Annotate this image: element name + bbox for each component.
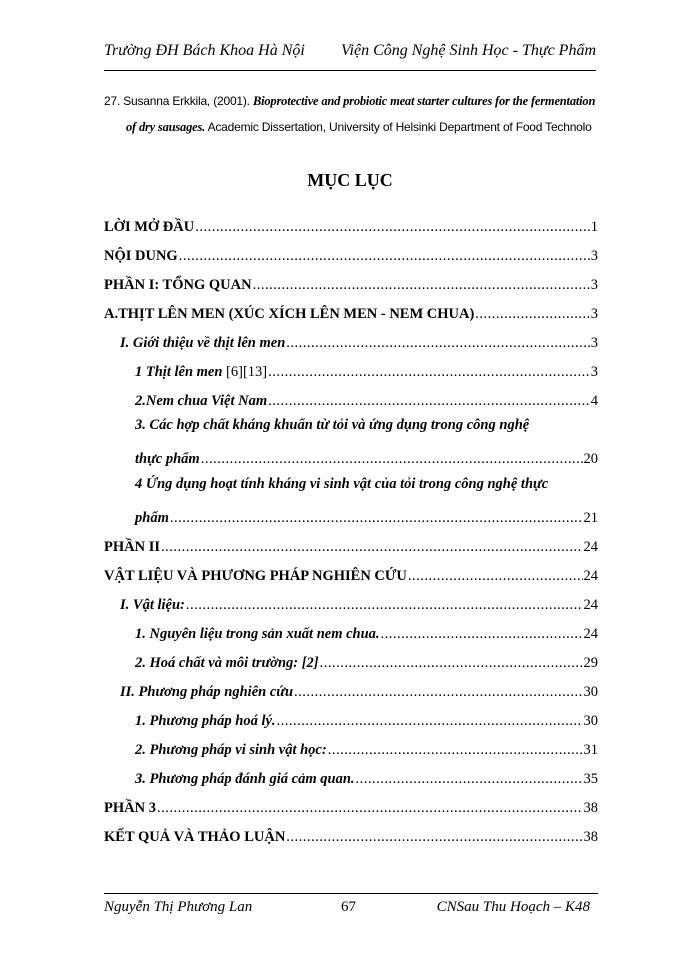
toc-entry[interactable] (104, 294, 598, 323)
toc-entry[interactable] (104, 527, 598, 556)
toc-entry-page: 30 (583, 713, 598, 729)
toc-entry-text: VẬT LIỆU VÀ PHƯƠNG PHÁP NGHIÊN CỨU (104, 568, 407, 584)
toc-entry-title: 1 Thịt lên men (135, 364, 223, 380)
toc-title: MỤC LỤC (307, 170, 393, 190)
toc-entry-text: I. Vật liệu: (120, 597, 185, 613)
reference-title: Bioprotective and probiotic meat starter cultures for the fermentation of dry sausages. (126, 94, 596, 134)
toc-entry[interactable] (104, 265, 598, 294)
toc-entry[interactable] (135, 701, 598, 730)
footer-course: CNSau Thu Hoạch – K48 (436, 899, 590, 915)
toc-entry[interactable] (135, 759, 598, 788)
toc-entry-page: 30 (583, 684, 598, 700)
toc-entry-page: 3 (590, 277, 598, 293)
reference-suffix: Academic Dissertation, University of Helsinki Department of Food Technolo (207, 120, 592, 134)
toc-entry[interactable] (135, 439, 598, 468)
toc-entry-text: 2. Hoá chất và môi trường: [2] (135, 655, 319, 671)
toc-entry-page: 24 (583, 597, 598, 613)
header-institute: Viện Công Nghệ Sinh Học - Thực Phẩm (340, 42, 596, 59)
toc-entry[interactable] (104, 236, 598, 265)
toc-entry-page: 1 (590, 219, 598, 235)
toc-entry[interactable] (104, 788, 598, 817)
toc-entry-text: PHẦN 3 (104, 800, 156, 816)
toc-entry-page: 21 (583, 510, 598, 526)
toc-leader (179, 248, 590, 265)
toc-entry[interactable] (104, 556, 598, 585)
toc-entry-text (135, 364, 267, 381)
toc-leader (356, 771, 583, 788)
toc-entry[interactable] (135, 352, 598, 381)
footer-author: Nguyễn Thị Phương Lan (104, 899, 253, 915)
toc-entry[interactable] (135, 381, 598, 410)
toc-leader (268, 364, 590, 381)
toc-entry-text-continued: thực phẩm (135, 451, 200, 467)
toc-entry[interactable] (135, 614, 598, 643)
toc-leader (157, 800, 583, 817)
toc-leader (201, 451, 583, 468)
toc-entry[interactable] (104, 817, 598, 846)
toc-entry-text: A.THỊT LÊN MEN (XÚC XÍCH LÊN MEN - NEM CHUA) (104, 306, 475, 322)
toc-entry-page: 35 (583, 771, 598, 787)
header-divider (104, 70, 596, 71)
toc-entry-text: 2.Nem chua Việt Nam (135, 393, 268, 409)
toc-leader (475, 306, 589, 323)
toc-entry-text: 2. Phương pháp vi sinh vật học: (135, 742, 327, 758)
footer-divider (104, 893, 598, 894)
toc-entry-page: 38 (583, 800, 598, 816)
toc-leader (277, 713, 583, 730)
toc-entry[interactable] (135, 498, 598, 527)
toc-entry-text: II. Phương pháp nghiên cứu (120, 684, 294, 700)
toc-leader (328, 742, 583, 759)
toc-leader (195, 219, 590, 236)
toc-entry-page: 3 (590, 335, 598, 351)
toc-leader (381, 626, 583, 643)
toc-entry-page: 4 (590, 393, 598, 409)
toc-entry-text[interactable]: 3. Các hợp chất kháng khuẩn từ tỏi và ứng dụng trong công nghệ (135, 417, 530, 433)
toc-entry-page: 24 (583, 568, 598, 584)
toc-entry-text: PHẦN I: TỔNG QUAN (104, 277, 252, 293)
toc-entry-text: KẾT QUẢ VÀ THẢO LUẬN (104, 829, 286, 845)
toc-leader (286, 829, 582, 846)
toc-entry-page: 38 (583, 829, 598, 845)
toc-entry-text: LỜI MỞ ĐẦU (104, 219, 195, 235)
toc-entry-text: NỘI DUNG (104, 248, 178, 264)
toc-entry-text[interactable]: 4 Ứng dụng hoạt tính kháng vi sinh vật của tỏi trong công nghệ thực (135, 476, 549, 492)
toc-leader (253, 277, 590, 294)
toc-leader (186, 597, 583, 614)
toc-entry-text: 3. Phương pháp đánh giá cảm quan. (135, 771, 355, 787)
toc-leader (161, 539, 583, 556)
toc-entry[interactable] (120, 323, 598, 352)
toc-leader (170, 510, 583, 527)
toc-entry-page: 3 (590, 306, 598, 322)
toc-entry[interactable] (120, 585, 598, 614)
toc-entry-page: 31 (583, 742, 598, 758)
toc-entry[interactable] (135, 730, 598, 759)
toc-leader (408, 568, 583, 585)
toc-leader (286, 335, 589, 352)
toc-entry-page: 20 (583, 451, 598, 467)
toc-entry-text: 1. Phương pháp hoá lý. (135, 713, 276, 729)
toc-leader (268, 393, 590, 410)
reference-prefix: 27. Susanna Erkkila, (2001). (104, 94, 250, 108)
toc-entry-page: 29 (583, 655, 598, 671)
toc-entry-page: 3 (590, 248, 598, 264)
toc-entry-text: PHẦN II (104, 539, 160, 555)
footer-page-number: 67 (341, 899, 356, 915)
page-footer (104, 899, 598, 923)
toc-entry-page: 24 (583, 539, 598, 555)
toc-entry-text: I. Giới thiệu về thịt lên men (120, 335, 286, 351)
toc-entry[interactable] (135, 643, 598, 672)
toc-entry[interactable] (120, 672, 598, 701)
toc-leader (320, 655, 583, 672)
header-university: Trường ĐH Bách Khoa Hà Nội (104, 42, 305, 59)
toc-entry-page: 24 (583, 626, 598, 642)
toc-entry-text: 1. Nguyên liệu trong sản xuất nem chua. (135, 626, 380, 642)
toc-entry-page: 3 (590, 364, 598, 380)
toc-entry[interactable] (104, 207, 598, 236)
page-header (104, 42, 596, 68)
toc-entry-text-continued: phẩm (135, 510, 169, 526)
toc-leader (294, 684, 582, 701)
reference-entry (104, 88, 598, 140)
toc-entry-citation: [6][13] (222, 364, 268, 380)
